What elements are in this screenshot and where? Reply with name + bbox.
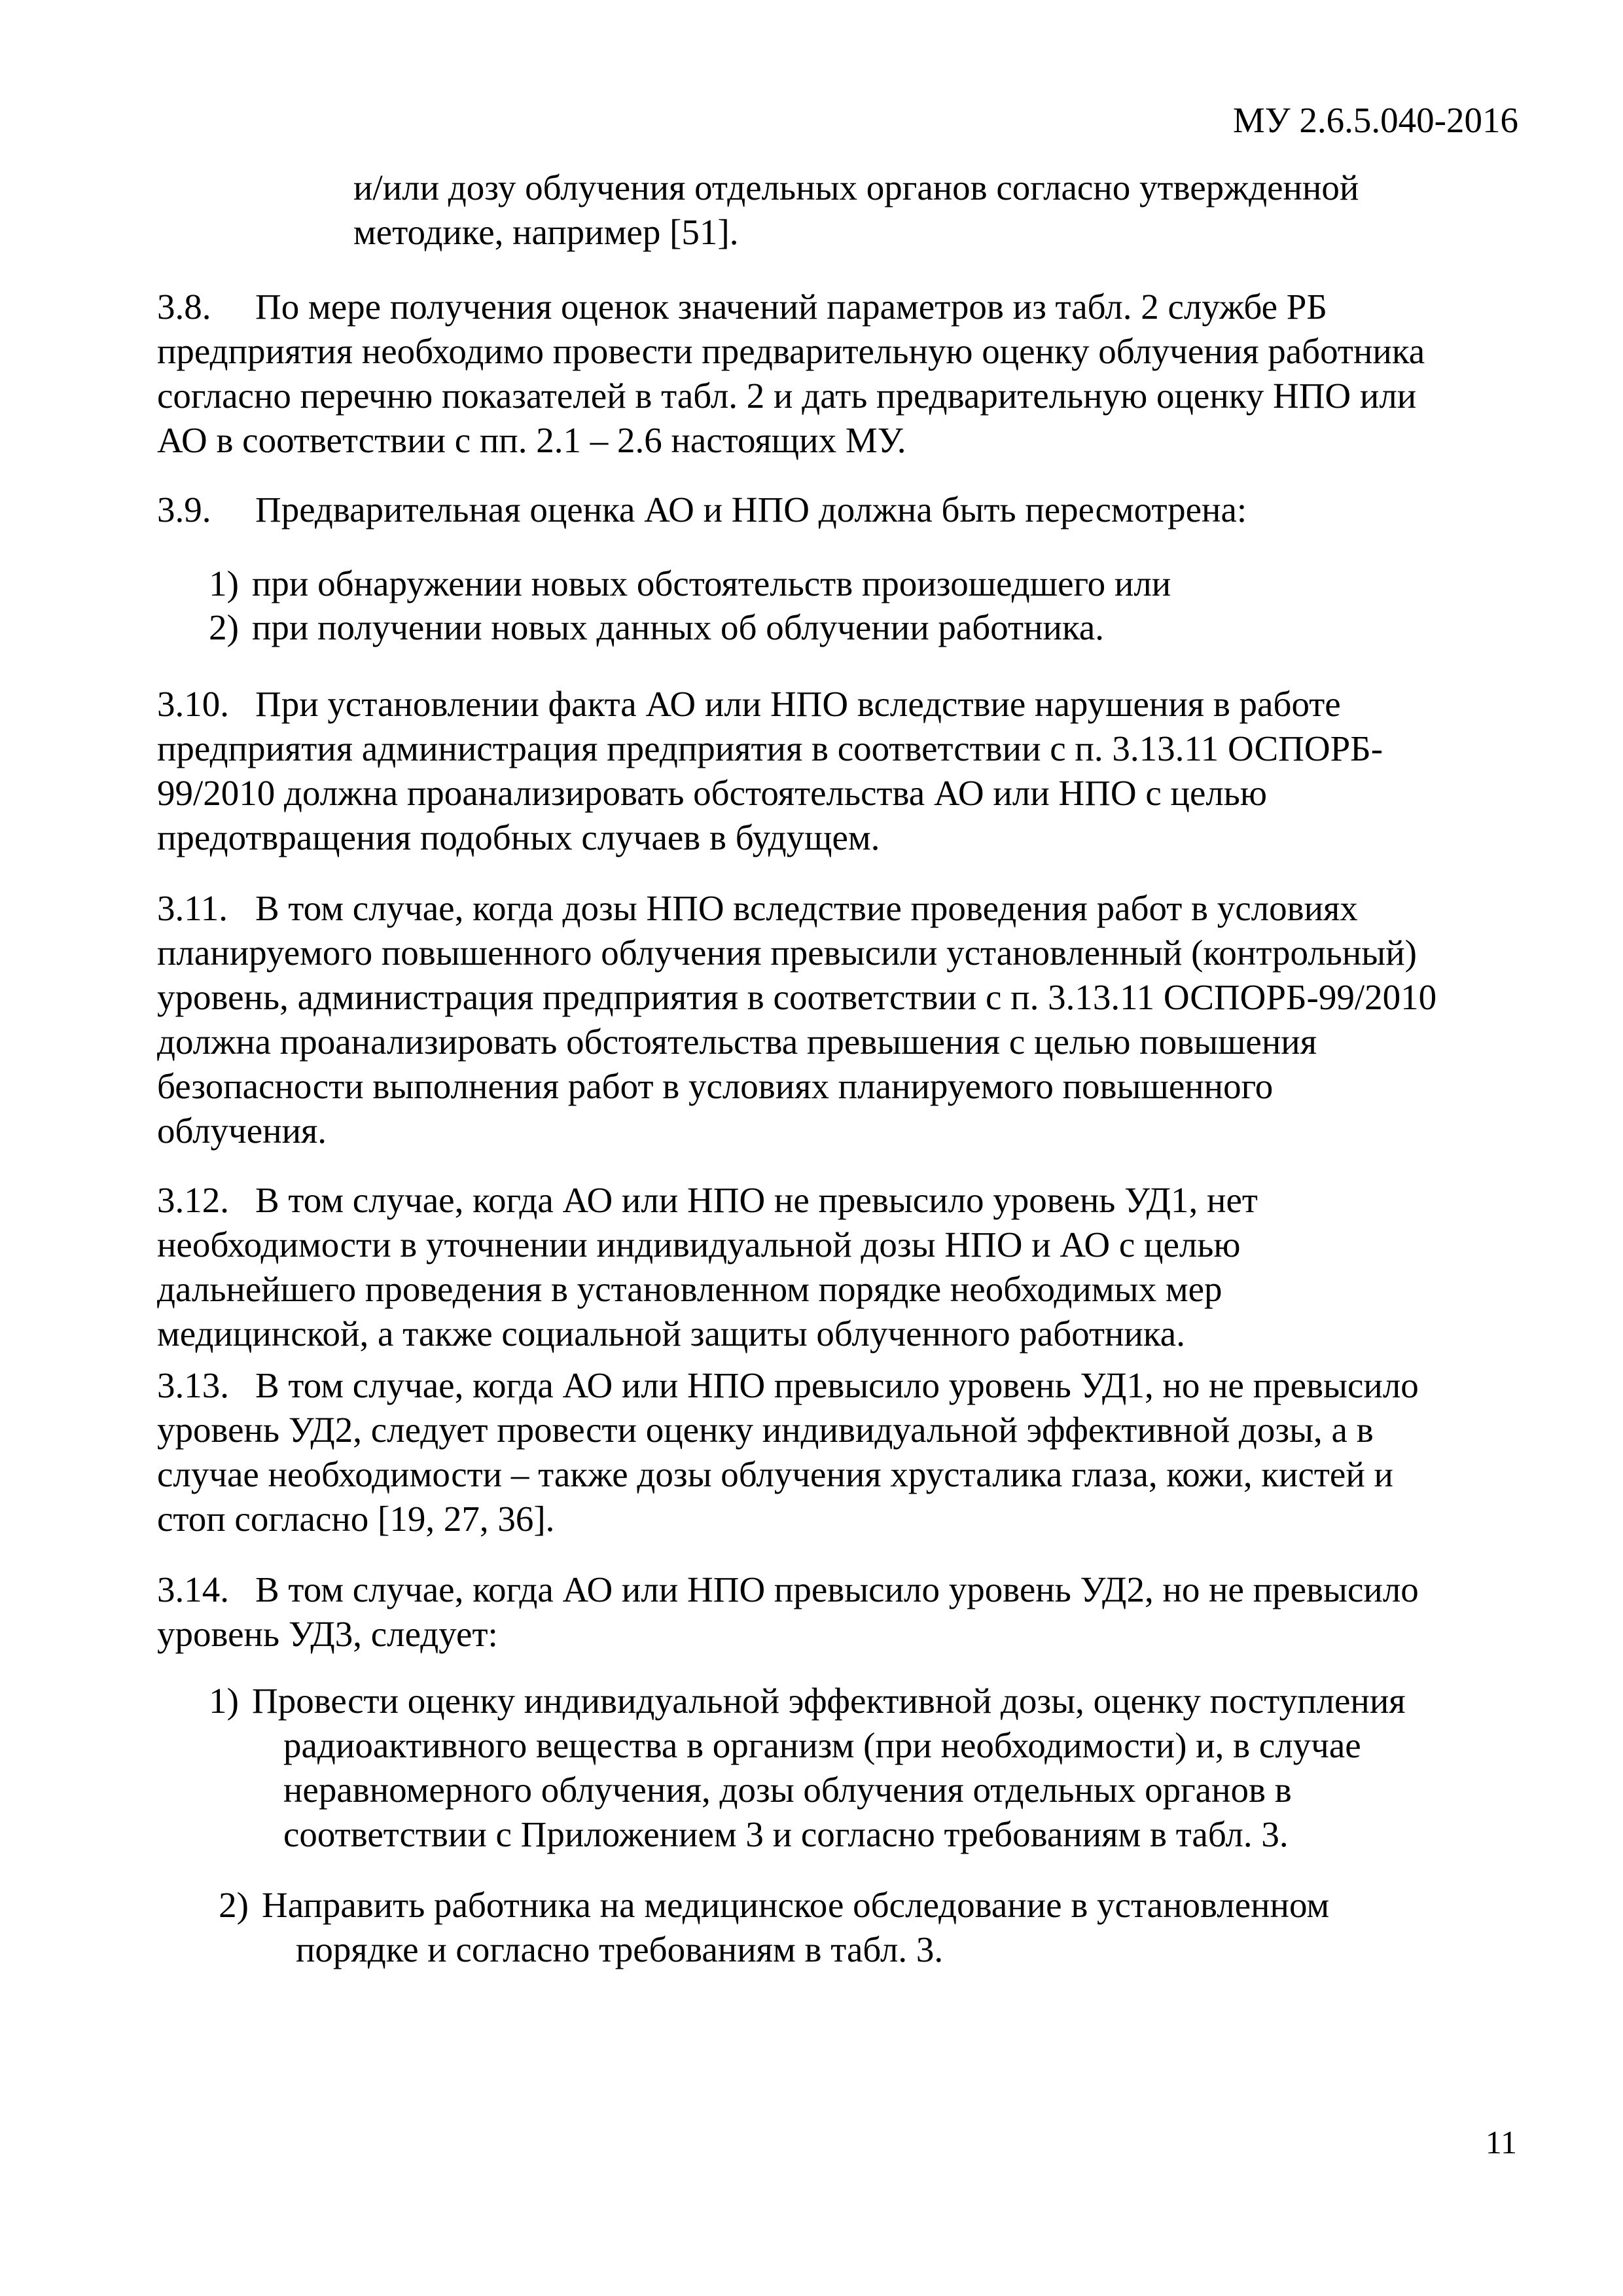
text-line: В том случае, когда АО или НПО превысило уровень УД2, но не превысило	[255, 1570, 1419, 1609]
text-line: дальнейшего проведения в установленном порядке необходимых мер	[157, 1269, 1222, 1309]
paragraph-number: 3.10.	[157, 684, 229, 724]
text-line: предприятия администрация предприятия в соответствии с п. 3.13.11 ОСПОРБ-	[157, 728, 1383, 768]
text-line: необходимости в уточнении индивидуальной дозы НПО и АО с целью	[157, 1225, 1241, 1265]
list-marker: 1)	[209, 564, 239, 603]
paragraph-3-12	[157, 1178, 1525, 1356]
list-item-text: при обнаружении новых обстоятельств произошедшего или	[252, 564, 1171, 603]
text-line: уровень УД2, следует провести оценку индивидуальной эффективной дозы, а в	[157, 1410, 1374, 1450]
text-line: стоп согласно [19, 27, 36].	[157, 1499, 555, 1539]
paragraph-3-9	[157, 488, 1525, 532]
list-item-text: при получении новых данных об облучении работника.	[252, 607, 1105, 647]
paragraph-3-8	[157, 285, 1525, 463]
text-line: планируемого повышенного облучения превысили установленный (контрольный)	[157, 933, 1417, 973]
paragraph-number: 3.12.	[157, 1180, 229, 1220]
paragraph-3-10	[157, 682, 1525, 860]
text-line: предприятия необходимо провести предварительную оценку облучения работника	[157, 331, 1425, 371]
paragraph-number: 3.14.	[157, 1570, 229, 1609]
paragraph-3-13	[157, 1363, 1525, 1541]
list-item	[187, 562, 1561, 606]
text-line: облучения.	[157, 1111, 327, 1151]
paragraph-number: 3.11.	[157, 888, 228, 928]
list-marker: 1)	[209, 1681, 239, 1721]
list-item	[187, 1679, 1561, 1857]
text-line: уровень, администрация предприятия в соответствии с п. 3.13.11 ОСПОРБ-99/2010	[157, 977, 1437, 1017]
list-item-text: неравномерного облучения, дозы облучения отдельных органов в	[283, 1770, 1292, 1810]
text-line: В том случае, когда АО или НПО не превысило уровень УД1, нет	[255, 1180, 1258, 1220]
text-line: медицинской, а также социальной защиты облученного работника.	[157, 1314, 1185, 1354]
text-line: уровень УД3, следует:	[157, 1614, 498, 1654]
text-line: предотвращения подобных случаев в будущем.	[157, 817, 880, 857]
paragraph-number: 3.13.	[157, 1365, 229, 1405]
list-item-text: Провести оценку индивидуальной эффективной дозы, оценку поступления	[252, 1681, 1406, 1721]
text-line: согласно перечню показателей в табл. 2 и дать предварительную оценку НПО или	[157, 376, 1417, 416]
document-code-header: МУ 2.6.5.040-2016	[1232, 100, 1518, 140]
list-item-text: радиоактивного вещества в организм (при необходимости) и, в случае	[283, 1725, 1361, 1765]
continuation-text	[353, 166, 1531, 255]
paragraph-number: 3.9.	[157, 490, 211, 529]
page-number: 11	[1485, 2124, 1517, 2161]
text-line: 99/2010 должна проанализировать обстоятельства АО или НПО с целью	[157, 773, 1267, 813]
list-marker: 2)	[209, 607, 239, 647]
paragraph-3-14	[157, 1568, 1525, 1657]
text-line: По мере получения оценок значений параметров из табл. 2 службе РБ	[255, 287, 1327, 327]
list-item-text: Направить работника на медицинское обследование в установленном	[262, 1885, 1330, 1925]
text-line: и/или дозу облучения отдельных органов согласно утвержденной	[353, 168, 1359, 207]
text-line: методике, например [51].	[353, 212, 739, 252]
text-line: АО в соответствии с пп. 2.1 – 2.6 настоящих МУ.	[157, 420, 906, 460]
text-line: Предварительная оценка АО и НПО должна быть пересмотрена:	[255, 490, 1247, 529]
text-line: безопасности выполнения работ в условиях планируемого повышенного	[157, 1066, 1274, 1106]
list-item	[187, 605, 1561, 650]
text-line: должна проанализировать обстоятельства превышения с целью повышения	[157, 1022, 1317, 1062]
paragraph-number: 3.8.	[157, 287, 211, 327]
text-line: При установлении факта АО или НПО вследствие нарушения в работе	[255, 684, 1341, 724]
text-line: В том случае, когда дозы НПО вследствие проведения работ в условиях	[255, 888, 1358, 928]
list-item-text: порядке и согласно требованиям в табл. 3.	[296, 1929, 944, 1969]
text-line: случае необходимости – также дозы облучения хрусталика глаза, кожи, кистей и	[157, 1454, 1393, 1494]
text-line: В том случае, когда АО или НПО превысило уровень УД1, но не превысило	[255, 1365, 1419, 1405]
paragraph-3-11	[157, 886, 1525, 1153]
list-item-text: соответствии с Приложением 3 и согласно требованиям в табл. 3.	[283, 1814, 1289, 1854]
list-item	[196, 1883, 1571, 1972]
list-marker: 2)	[219, 1885, 249, 1925]
